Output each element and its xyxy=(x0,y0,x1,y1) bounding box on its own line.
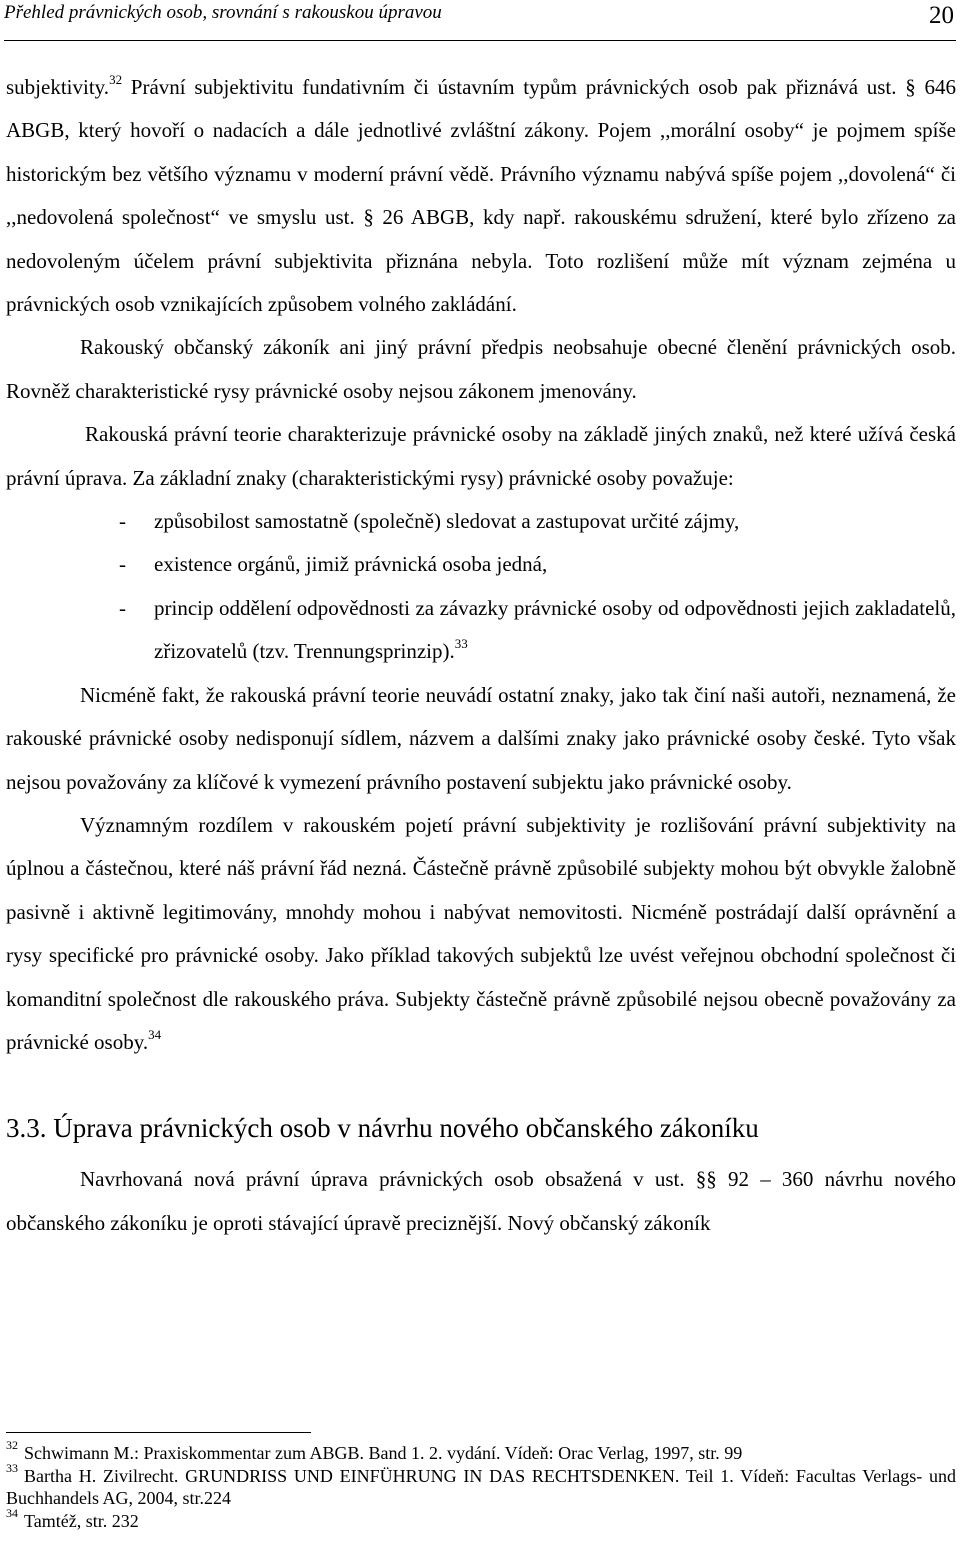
paragraph-2: Rakouský občanský zákoník ani jiný právní předpis neobsahuje obecné členění právnických osob. Rovněž charakteristické rysy právnické osoby nejsou zákonem jmenovány. xyxy=(6,335,956,403)
footnote-number: 32 xyxy=(6,1438,18,1452)
footnote-number: 33 xyxy=(6,1460,18,1475)
page-number: 20 xyxy=(929,2,954,29)
paragraph-1 xyxy=(6,66,956,326)
section-title: Úprava právnických osob v návrhu nového občanského zákoníku xyxy=(53,1113,759,1144)
section-heading xyxy=(6,1108,956,1148)
footnotes xyxy=(6,1438,956,1532)
characteristics-list xyxy=(6,500,956,674)
paragraph-5 xyxy=(6,804,956,1064)
section-number: 3.3. xyxy=(6,1113,47,1144)
main-text xyxy=(6,66,956,1245)
footnote-ref-32: 32 xyxy=(109,72,123,87)
footnote-number: 34 xyxy=(6,1505,18,1520)
paragraph-5-text: Významným rozdílem v rakouském pojetí právní subjektivity je rozlišování právní subjektivity na úplnou a částečnou, které náš právní řád nezná. Částečně právně způsobilé subjekty mohou být obvykle žalobně pasivně i aktivně legitimovány, mnohdy mohou i nabývat nemovitosti. Nicméně postrádají další oprávnění a rysy specifické pro právnické osoby. Jako příklad takových subjektů lze uvést veřejnou obchodní společnost či komanditní společnost dle rakouského práva. Subjekty částečně právně způsobilé nejsou obecně považovány za právnické osoby. xyxy=(6,812,956,1054)
paragraph-6: Navrhovaná nová právní úprava právnických osob obsažená v ust. §§ 92 – 360 návrhu nového občanského zákoníku je oproti stávající úpravě preciznější. Nový občanský zákoník xyxy=(6,1167,956,1235)
footnote-text: Schwimann M.: Praxiskommentar zum ABGB. Band 1. 2. vydání. Vídeň: Orac Verlag, 1997, str. 99 xyxy=(24,1443,743,1463)
paragraph-1-rest: Právní subjektivitu fundativním či ústavním typům právnických osob pak přiznává ust. § 646 ABGB, který hovoří o nadacích a dále jednotlivé zvláštní zákony. Pojem ,,morální osoby“ je pojmem spíše historickým bez většího významu v moderní právní vědě. Právního významu nabývá spíše pojem ,,dovolená“ či ,,nedovolená společnost“ ve smyslu ust. § 26 ABGB, kdy např. rakouskému sdružení, které bylo zřízeno za nedovoleným účelem právní subjektivita přiznána nebyla. Toto rozlišení může mít význam zejména u právnických osob vznikajících způsobem volného zakládání. xyxy=(6,75,956,317)
list-item xyxy=(6,587,956,674)
footnote-33 xyxy=(6,1460,956,1510)
list-item-text: princip oddělení odpovědnosti za závazky právnické osoby od odpovědnosti jejich zakladatelů, zřizovatelů (tzv. Trennungsprinzip). xyxy=(154,595,956,664)
footnote-32 xyxy=(6,1438,956,1465)
list-bullet: - xyxy=(119,595,126,620)
list-bullet: - xyxy=(119,552,126,577)
paragraph-1-start: subjektivity. xyxy=(6,75,110,99)
footnote-text: Bartha H. Zivilrecht. GRUNDRISS UND EINFÜHRUNG IN DAS RECHTSDENKEN. Teil 1. Vídeň: Facultas Verlags- und Buchhandels AG, 2004, str.224 xyxy=(6,1465,956,1508)
running-title: Přehled právnických osob, srovnání s rakouskou úpravou xyxy=(4,2,442,23)
list-item xyxy=(6,500,956,543)
footnote-ref-33: 33 xyxy=(454,636,468,652)
footnote-text: Tamtéž, str. 232 xyxy=(24,1510,139,1531)
footnote-ref-34: 34 xyxy=(148,1026,162,1042)
list-item-text: způsobilost samostatně (společně) sledovat a zastupovat určité zájmy, xyxy=(154,509,740,534)
list-bullet: - xyxy=(119,509,126,534)
list-item-text: existence orgánů, jimiž právnická osoba jedná, xyxy=(154,552,548,577)
paragraph-4: Nicméně fakt, že rakouská právní teorie neuvádí ostatní znaky, jako tak činí naši autoři, neznamená, že rakouské právnické osoby nedisponují sídlem, názvem a dalšími znaky jako právnické osoby české. Tyto však nejsou považovány za klíčové k vymezení právního postavení subjektu jako právnické osoby. xyxy=(6,682,956,794)
page-header xyxy=(4,0,956,41)
footnote-separator xyxy=(6,1432,311,1433)
paragraph-3: Rakouská právní teorie charakterizuje právnické osoby na základě jiných znaků, než které užívá česká právní úprava. Za základní znaky (charakteristickými rysy) právnické osoby považuje: xyxy=(6,422,956,490)
footnote-34 xyxy=(6,1505,956,1533)
list-item xyxy=(6,543,956,586)
